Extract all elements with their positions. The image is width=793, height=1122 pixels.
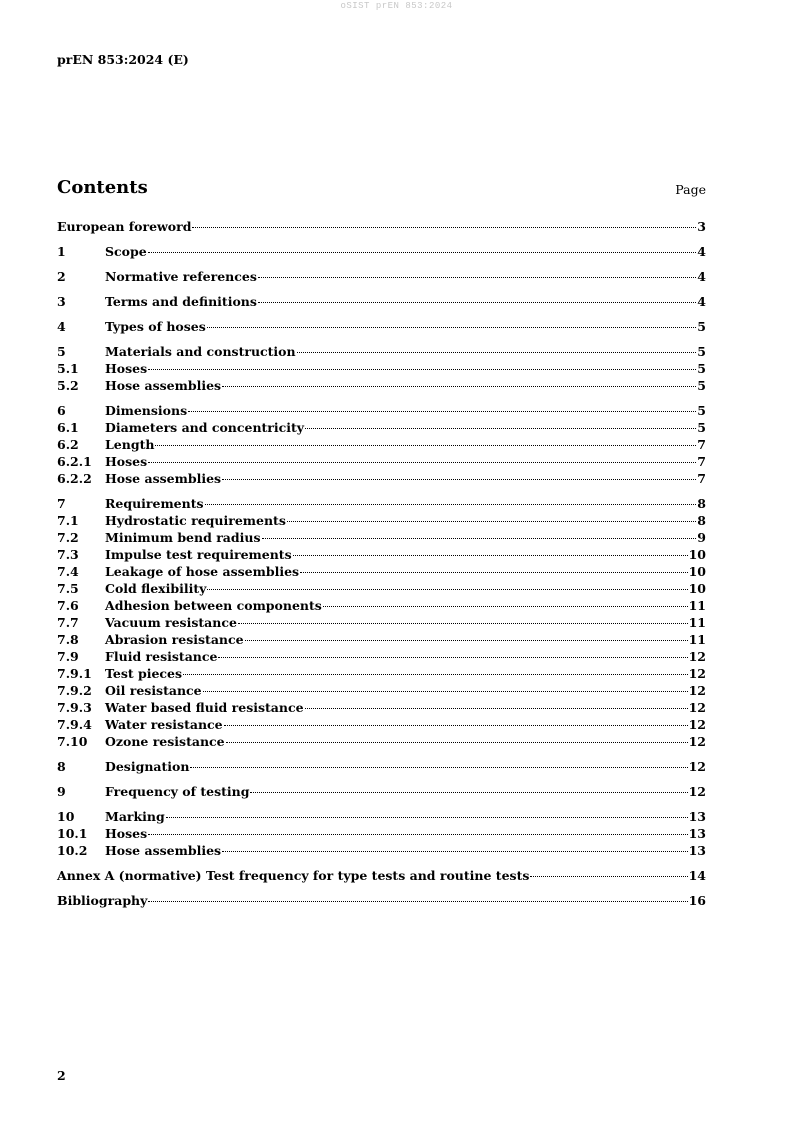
toc-dot-leader [293,555,688,556]
toc-entry-page: 16 [688,893,706,908]
toc-entry-number: 7.1 [57,513,79,528]
toc-entry-title: Minimum bend radius [105,530,261,545]
toc-entry-page: 5 [697,420,706,435]
toc-entry-page: 5 [697,403,706,418]
toc-entry-title: Vacuum resistance [105,615,237,630]
toc-entry-title: Oil resistance [105,683,202,698]
toc-dot-leader [300,572,688,573]
toc-entry-page: 4 [697,244,706,259]
toc-entry-title: European foreword [57,219,192,234]
toc-entry-page: 3 [697,219,706,234]
toc-entry[interactable] [57,666,706,683]
toc-dot-leader [148,901,687,902]
toc-entry-page: 11 [688,615,706,630]
toc-entry-page: 13 [688,843,706,858]
toc-entry-page: 10 [688,581,706,596]
toc-entry-title: Adhesion between components [105,598,322,613]
toc-entry-page: 5 [697,344,706,359]
toc-entry[interactable] [57,496,706,513]
toc-entry[interactable] [57,581,706,598]
toc-entry[interactable] [57,403,706,420]
toc-entry-number: 7.5 [57,581,79,596]
toc-entry-title: Ozone resistance [105,734,225,749]
toc-entry[interactable] [57,683,706,700]
toc-dot-leader [530,876,687,877]
toc-entry-page: 12 [688,734,706,749]
toc-entry-title: Hose assemblies [105,843,222,858]
page-column-label: Page [675,182,706,197]
toc-entry[interactable] [57,294,706,311]
toc-entry[interactable] [57,598,706,615]
toc-entry-page: 5 [697,361,706,376]
toc-entry-title: Hoses [105,826,148,841]
toc-dot-leader [305,428,696,429]
toc-entry-number: 7 [57,496,66,511]
toc-dot-leader [222,851,688,852]
toc-dot-leader [205,504,697,505]
toc-entry-title: Diameters and concentricity [105,420,305,435]
toc-entry-page: 7 [697,471,706,486]
toc-entry-number: 6.1 [57,420,79,435]
toc-entry-title: Water based fluid resistance [105,700,304,715]
toc-entry[interactable] [57,717,706,734]
toc-entry-page: 5 [697,378,706,393]
toc-entry-page: 11 [688,632,706,647]
toc-entry[interactable] [57,826,706,843]
toc-entry[interactable] [57,734,706,751]
toc-entry-title: Water resistance [105,717,223,732]
toc-dot-leader [224,725,688,726]
toc-entry-title: Types of hoses [105,319,206,334]
toc-entry[interactable] [57,547,706,564]
toc-entry-title: Hydrostatic requirements [105,513,286,528]
toc-entry[interactable] [57,868,706,885]
toc-dot-leader [183,674,688,675]
toc-entry-title: Impulse test requirements [105,547,292,562]
toc-dot-leader [297,352,697,353]
toc-entry[interactable] [57,784,706,801]
toc-entry-page: 8 [697,496,706,511]
toc-entry-number: 7.8 [57,632,79,647]
toc-entry[interactable] [57,632,706,649]
toc-entry-title: Cold flexibility [105,581,207,596]
toc-dot-leader [148,462,696,463]
toc-entry-title: Hoses [105,361,148,376]
toc-entry-title: Bibliography [57,893,148,908]
toc-entry[interactable] [57,454,706,471]
toc-entry[interactable] [57,759,706,776]
toc-entry-page: 10 [688,547,706,562]
toc-entry-page: 9 [697,530,706,545]
toc-entry-page: 4 [697,269,706,284]
toc-dot-leader [218,657,687,658]
toc-entry-page: 13 [688,826,706,841]
toc-entry[interactable] [57,244,706,261]
toc-entry-title: Marking [105,809,165,824]
toc-entry[interactable] [57,530,706,547]
document-id: prEN 853:2024 (E) [57,52,189,67]
toc-entry-title: Scope [105,244,147,259]
toc-entry-title: Test pieces [105,666,183,681]
toc-entry-page: 4 [697,294,706,309]
toc-entry-number: 6.2.1 [57,454,92,469]
toc-entry-number: 7.6 [57,598,79,613]
toc-entry-page: 8 [697,513,706,528]
toc-entry[interactable] [57,513,706,530]
toc-entry-number: 10 [57,809,75,824]
toc-entry-number: 8 [57,759,66,774]
toc-entry-number: 9 [57,784,66,799]
toc-entry-title: Hose assemblies [105,471,222,486]
toc-entry-title: Terms and definitions [105,294,257,309]
toc-dot-leader [245,640,688,641]
toc-entry[interactable] [57,344,706,361]
toc-dot-leader [207,589,687,590]
toc-entry-number: 6.2.2 [57,471,92,486]
toc-entry-page: 5 [697,319,706,334]
toc-entry-page: 12 [688,683,706,698]
toc-dot-leader [148,834,687,835]
toc-dot-leader [148,252,697,253]
toc-entry-number: 7.4 [57,564,79,579]
toc-entry[interactable] [57,615,706,632]
toc-entry-page: 12 [688,717,706,732]
toc-entry-number: 6.2 [57,437,79,452]
toc-entry-title: Length [105,437,155,452]
toc-entry-page: 12 [688,649,706,664]
toc-entry[interactable] [57,564,706,581]
toc-dot-leader [188,411,696,412]
toc-entry-number: 7.9.2 [57,683,92,698]
toc-entry-title: Normative references [105,269,257,284]
toc-entry-number: 7.9 [57,649,79,664]
toc-entry[interactable] [57,319,706,336]
toc-entry-number: 7.9.3 [57,700,92,715]
toc-entry[interactable] [57,269,706,286]
toc-entry-title: Fluid resistance [105,649,218,664]
toc-dot-leader [222,479,696,480]
toc-dot-leader [155,445,696,446]
toc-entry-number: 2 [57,269,66,284]
page-number: 2 [57,1068,66,1083]
toc-dot-leader [192,227,696,228]
toc-entry[interactable] [57,437,706,454]
toc-entry-number: 1 [57,244,66,259]
toc-entry-page: 12 [688,700,706,715]
toc-entry-number: 7.9.1 [57,666,92,681]
toc-entry-number: 5.1 [57,361,79,376]
toc-entry-number: 10.2 [57,843,88,858]
toc-dot-leader [190,767,687,768]
toc-dot-leader [305,708,688,709]
toc-entry-title: Hoses [105,454,148,469]
toc-entry-title: Materials and construction [105,344,296,359]
toc-entry-number: 4 [57,319,66,334]
toc-entry-page: 12 [688,784,706,799]
toc-entry-page: 12 [688,666,706,681]
toc-dot-leader [250,792,687,793]
toc-entry[interactable] [57,471,706,488]
toc-dot-leader [258,302,696,303]
toc-entry-title: Requirements [105,496,204,511]
toc-entry-page: 12 [688,759,706,774]
toc-entry-number: 7.2 [57,530,79,545]
toc-entry-number: 3 [57,294,66,309]
toc-entry-page: 11 [688,598,706,613]
toc-dot-leader [166,817,688,818]
toc-entry-page: 10 [688,564,706,579]
toc-entry-number: 7.9.4 [57,717,92,732]
toc-entry-title: Frequency of testing [105,784,250,799]
toc-entry-page: 7 [697,454,706,469]
toc-entry-number: 10.1 [57,826,88,841]
toc-entry-number: 6 [57,403,66,418]
toc-entry-title: Designation [105,759,190,774]
watermark: oSIST prEN 853:2024 [340,1,453,11]
toc-entry-title: Hose assemblies [105,378,222,393]
toc-dot-leader [226,742,688,743]
toc-entry-title: Abrasion resistance [105,632,244,647]
toc-entry-number: 7.10 [57,734,88,749]
toc-entry[interactable] [57,219,706,236]
toc-entry-page: 13 [688,809,706,824]
toc-entry[interactable] [57,649,706,666]
contents-title: Contents [57,177,148,198]
toc-entry[interactable] [57,893,706,910]
toc-dot-leader [323,606,688,607]
toc-dot-leader [222,386,696,387]
toc-dot-leader [287,521,696,522]
toc-entry-page: 14 [688,868,706,883]
toc-entry[interactable] [57,809,706,826]
toc-entry-number: 7.3 [57,547,79,562]
toc-entry[interactable] [57,361,706,378]
table-of-contents [57,219,706,910]
toc-entry[interactable] [57,843,706,860]
toc-dot-leader [148,369,696,370]
toc-dot-leader [207,327,697,328]
toc-entry-number: 7.7 [57,615,79,630]
toc-entry[interactable] [57,378,706,395]
toc-entry-number: 5 [57,344,66,359]
toc-dot-leader [238,623,688,624]
toc-dot-leader [262,538,697,539]
toc-entry[interactable] [57,700,706,717]
toc-dot-leader [258,277,696,278]
toc-dot-leader [203,691,688,692]
toc-entry-title: Dimensions [105,403,188,418]
toc-entry-title: Annex A (normative) Test frequency for type tests and routine tests [57,868,530,883]
toc-entry-title: Leakage of hose assemblies [105,564,300,579]
toc-entry-number: 5.2 [57,378,79,393]
toc-entry-page: 7 [697,437,706,452]
toc-entry[interactable] [57,420,706,437]
